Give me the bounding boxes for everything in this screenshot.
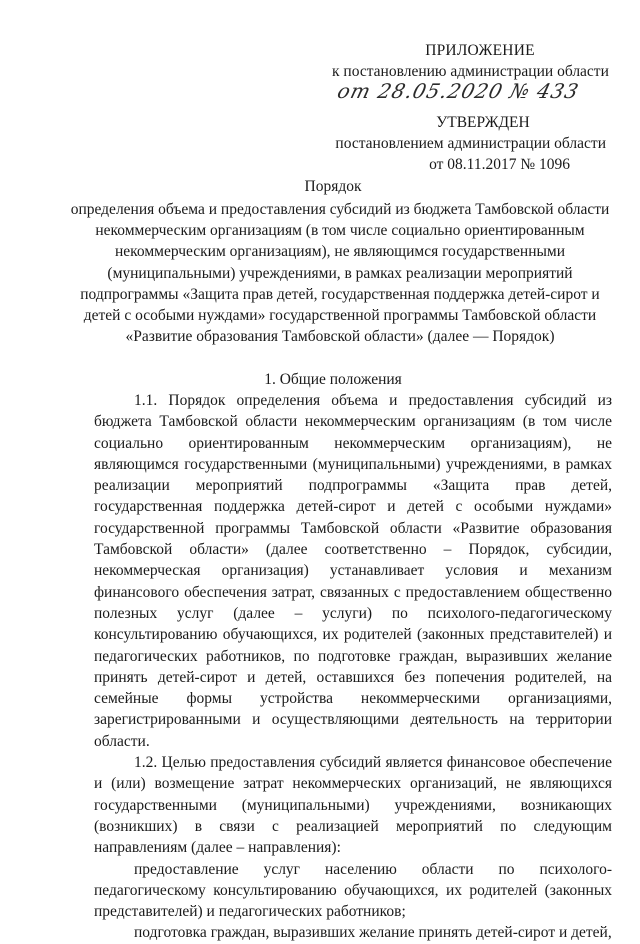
document-subtitle: определения объема и предоставления субсидий из бюджета Тамбовской области некоммерческим организациям (в том числе социально ориентированным некоммерческим организациям), не являющимся государственными (муниципальными) учреждениями, в рамках реализации мероприятий подпрограммы «Защита прав детей, государственная поддержка детей-сирот и детей с особыми нуждами» государственной программы Тамбовской области «Развитие образования Тамбовской области» (далее — Порядок) [70,201,610,346]
paragraph-direction-2: подготовка граждан, выразивших желание принять детей-сирот и детей, [134,924,612,942]
appendix-header [318,40,618,82]
section-heading: 1. Общие положения [264,371,402,388]
document-title: Порядок [304,178,362,195]
handwritten-date-number: от 28.05.2020 № 433 [335,79,582,103]
appendix-reference-line: к постановлению администрации области [332,63,609,80]
appendix-title: ПРИЛОЖЕНИЕ [425,42,535,59]
paragraph-1-1: 1.1. Порядок определения объема и предоставления субсидий из бюджета Тамбовской области некоммерческим организациям (в том числе социально ориентированным некоммерческим организациям), не являющимся государственными (муниципальными) учреждениями, в рамках реализации мероприятий подпрограммы «Защита прав детей, государственная поддержка детей-сирот и детей с особыми нуждами» государственной программы Тамбовской области «Развитие образования Тамбовской области» (далее соответственно – Порядок, субсидии, некоммерческая организация) устанавливает условия и механизм финансового обеспечения затрат, связанных с предоставлением общественно полезных услуг (далее – услуги) по психолого-педагогическому консультированию обучающихся, их родителей (законных представителей) и педагогических работников, по подготовке граждан, выразивших желание принять детей-сирот и детей, оставшихся без попечения родителей, на семейные формы устройства некоммерческими организациями, зарегистрированными и осуществляющими деятельность на территории области. [94,392,612,750]
paragraph-direction-1: предоставление услуг населению области по психолого-педагогическому консультированию обучающихся, их родителей (законных представителей) и педагогических работников; [94,860,612,921]
approved-title: УТВЕРЖДЕН [436,114,530,131]
section-body [94,390,612,944]
approved-by-line: постановлением администрации области [335,135,606,152]
paragraph-1-2: 1.2. Целью предоставления субсидий является финансовое обеспечение и (или) возмещение затрат некоммерческих организаций, не являющихся государственными (муниципальными) учреждениями, возникающих (возникших) в связи с реализацией мероприятий по следующим направлениям (далее – направления): [94,754,612,857]
approved-header [318,112,618,175]
approved-date-line: от 08.11.2017 № 1096 [429,156,570,173]
